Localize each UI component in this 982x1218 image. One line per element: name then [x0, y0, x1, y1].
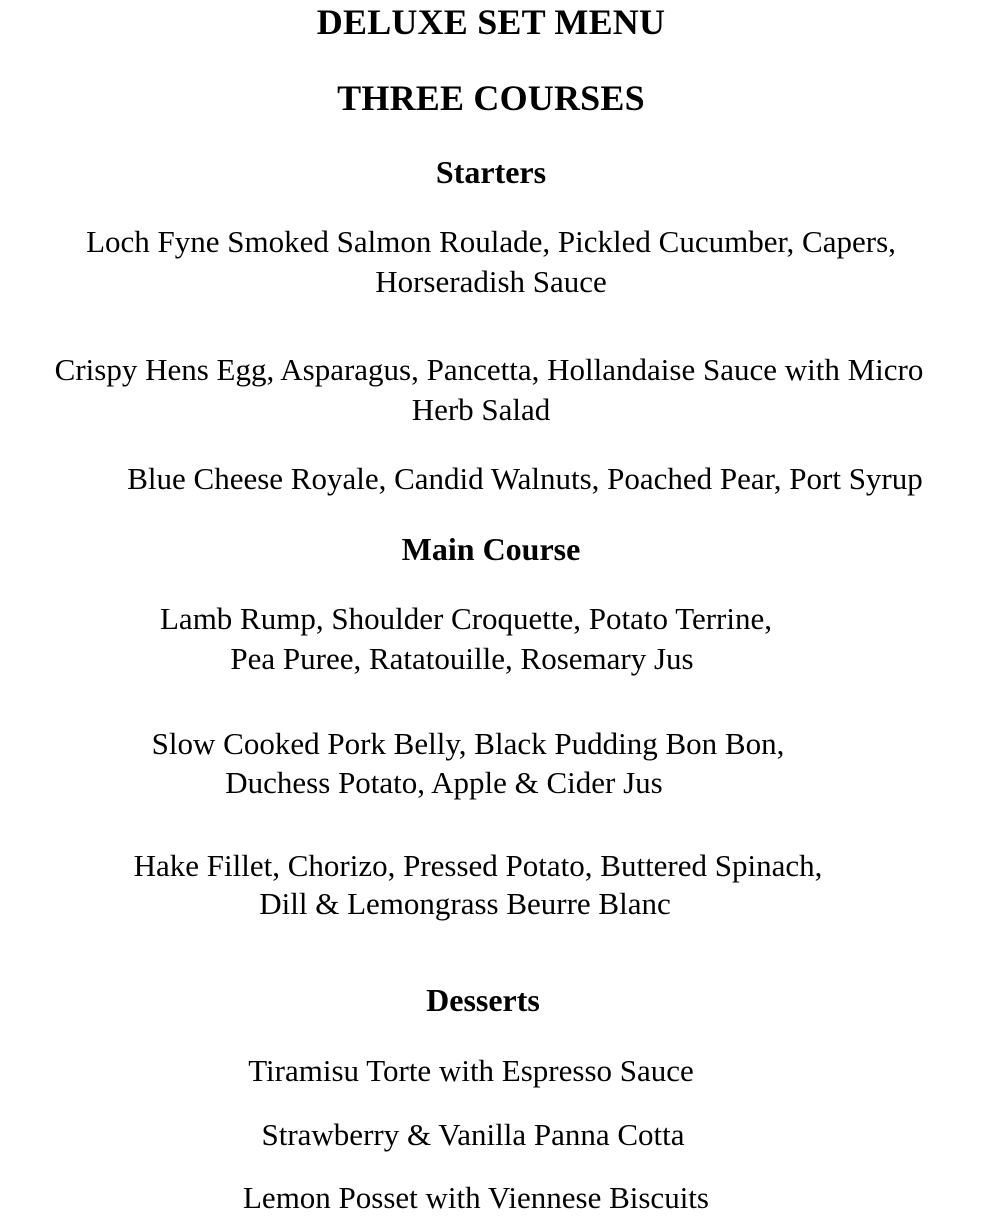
main-1-line-1: Lamb Rump, Shoulder Croquette, Potato Terrine,: [160, 601, 772, 636]
desserts-heading: Desserts: [426, 982, 540, 1018]
menu-subtitle: THREE COURSES: [337, 78, 645, 118]
starter-2-line-2: Herb Salad: [411, 392, 551, 427]
starter-1-line-2: Horseradish Sauce: [375, 264, 607, 299]
starter-1-line-1: Loch Fyne Smoked Salmon Roulade, Pickled Cucumber, Capers,: [86, 224, 896, 259]
main-1-line-2: Pea Puree, Ratatouille, Rosemary Jus: [230, 641, 694, 676]
starter-2-line-1: Crispy Hens Egg, Asparagus, Pancetta, Hollandaise Sauce with Micro: [54, 352, 924, 387]
main-3-line-2: Dill & Lemongrass Beurre Blanc: [259, 886, 671, 921]
starter-3-line-1: Blue Cheese Royale, Candid Walnuts, Poached Pear, Port Syrup: [127, 461, 923, 496]
main-course-heading: Main Course: [401, 531, 581, 567]
dessert-3: Lemon Posset with Viennese Biscuits: [243, 1180, 709, 1215]
dessert-1: Tiramisu Torte with Espresso Sauce: [248, 1053, 694, 1088]
main-2-line-2: Duchess Potato, Apple & Cider Jus: [225, 765, 663, 800]
starters-heading: Starters: [435, 154, 547, 190]
menu-title: DELUXE SET MENU: [316, 2, 666, 42]
dessert-2: Strawberry & Vanilla Panna Cotta: [261, 1117, 685, 1152]
main-2-line-1: Slow Cooked Pork Belly, Black Pudding Bon Bon,: [151, 726, 785, 761]
main-3-line-1: Hake Fillet, Chorizo, Pressed Potato, Buttered Spinach,: [133, 848, 823, 883]
